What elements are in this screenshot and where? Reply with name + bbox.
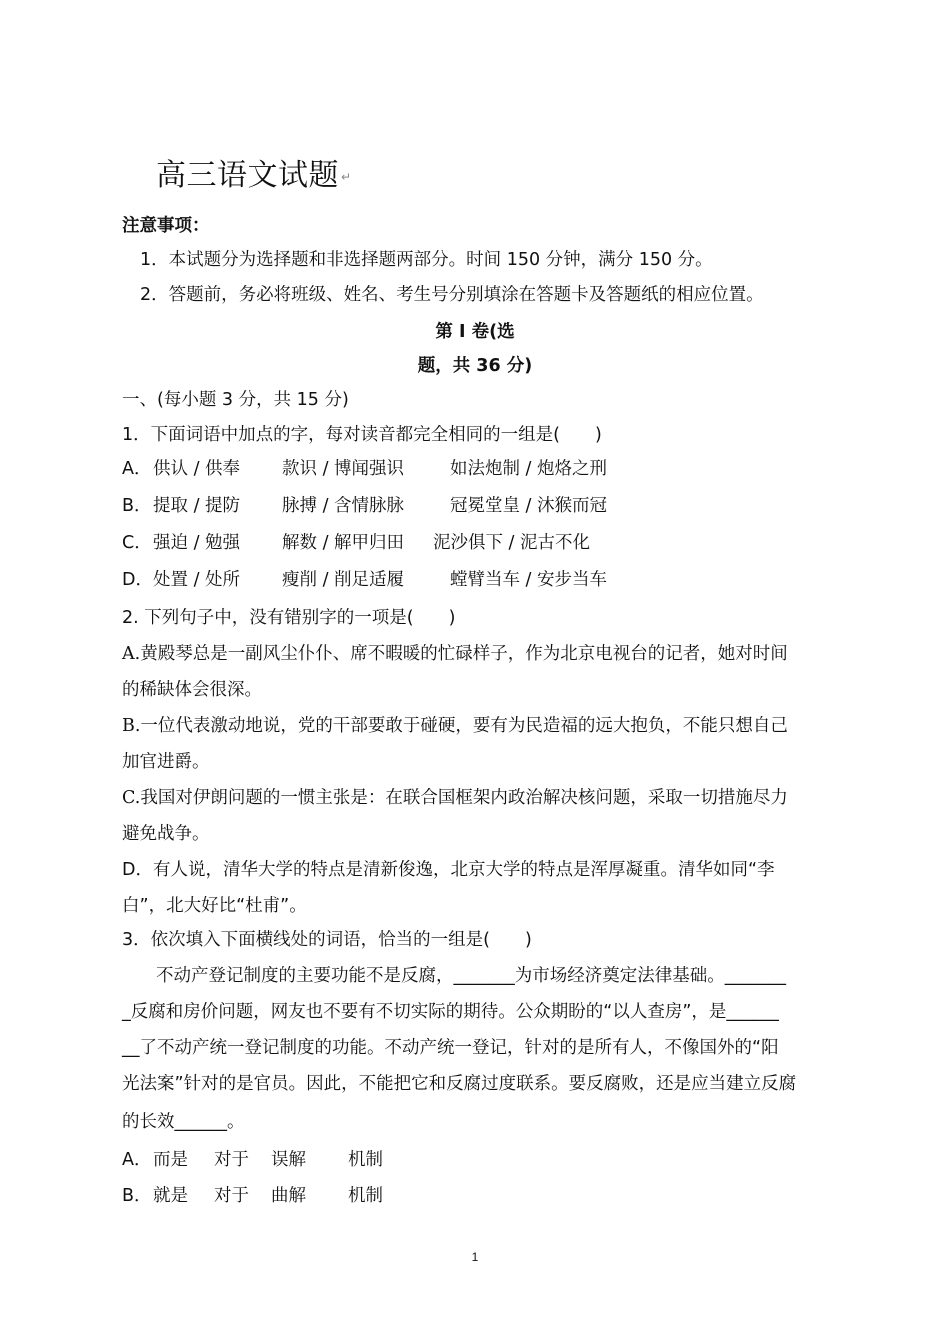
q1-option-col: 强迫 / 勉强: [153, 533, 241, 553]
notice-item-2: 2．答题前，务必将班级、姓名、考生号分别填涂在答题卡及答题纸的相应位置。: [140, 285, 764, 305]
q1-option-label: C．: [122, 533, 152, 553]
q1-option-col: 螳臂当车 / 安步当车: [450, 570, 608, 590]
q2-line: 的稀缺体会很深。: [122, 680, 262, 700]
q3-option-word: 而是: [153, 1150, 188, 1170]
page-number: 1: [471, 1250, 479, 1264]
q2-stem: 2. 下列句子中，没有错别字的一项是( ): [122, 608, 456, 628]
q3-passage-line: 光法案”针对的是官员。因此，不能把它和反腐过度联系。要反腐败，还是应当建立反腐: [122, 1074, 797, 1094]
q1-option-label: A．: [122, 459, 152, 479]
document-title-text: 高三语文试题: [156, 158, 339, 193]
q2-line: A.黄殿琴总是一副风尘仆仆、席不暇暖的忙碌样子，作为北京电视台的记者，她对时间: [122, 644, 788, 664]
part-one-heading: 一、(每小题 3 分，共 15 分): [122, 390, 349, 410]
q3-option-word: 就是: [153, 1186, 188, 1206]
q1-option-col: 提取 / 提防: [153, 496, 241, 516]
q1-option-col: 如法炮制 / 炮烙之刑: [450, 459, 608, 479]
q2-line: D．有人说，清华大学的特点是清新俊逸，北京大学的特点是浑厚凝重。清华如同“李: [122, 860, 775, 880]
section-title-line2: 题，共 36 分): [417, 356, 533, 376]
q3-option-word: 曲解: [271, 1186, 306, 1206]
q2-line: 避免战争。: [122, 824, 210, 844]
q3-option-word: 机制: [348, 1186, 383, 1206]
q3-passage-line: 的长效______。: [122, 1112, 245, 1132]
q1-option-col: 解数 / 解甲归田: [282, 533, 405, 553]
q3-option-label: A．: [122, 1150, 152, 1170]
q1-stem: 1．下面词语中加点的字，每对读音都完全相同的一组是( ): [122, 425, 602, 445]
document-title: [156, 150, 352, 194]
q3-passage-line: 不动产登记制度的主要功能不是反腐，_______为市场经济奠定法律基础。_______: [156, 966, 786, 986]
q2-line: 白”，北大好比“杜甫”。: [122, 896, 307, 916]
q1-option-col: 冠冕堂皇 / 沐猴而冠: [450, 496, 608, 516]
q3-option-word: 误解: [271, 1150, 306, 1170]
q1-option-label: D．: [122, 570, 153, 590]
notice-item-1: 1．本试题分为选择题和非选择题两部分。时间 150 分钟，满分 150 分。: [140, 250, 713, 270]
q3-passage-line: __了不动产统一登记制度的功能。不动产统一登记，针对的是所有人，不像国外的“阳: [122, 1038, 779, 1058]
q3-option-word: 机制: [348, 1150, 383, 1170]
q2-line: B.一位代表激动地说，党的干部要敢于碰硬，要有为民造福的远大抱负，不能只想自己: [122, 716, 788, 736]
q3-option-word: 对于: [214, 1186, 249, 1206]
q3-passage-line: _反腐和房价问题，网友也不要有不切实际的期待。公众期盼的“以人查房”，是______: [122, 1002, 779, 1022]
q1-option-col: 款识 / 博闻强识: [282, 459, 405, 479]
q1-option-col: 瘦削 / 削足适履: [282, 570, 405, 590]
q3-option-word: 对于: [214, 1150, 249, 1170]
q2-line: 加官进爵。: [122, 752, 210, 772]
q1-option-label: B．: [122, 496, 152, 516]
q3-stem: 3．依次填入下面横线处的词语，恰当的一组是( ): [122, 930, 532, 950]
section-title-line1: 第 I 卷(选: [435, 322, 515, 342]
q1-option-col: 脉搏 / 含情脉脉: [282, 496, 405, 516]
q1-option-col: 供认 / 供奉: [153, 459, 241, 479]
notice-heading: 注意事项：: [122, 216, 210, 236]
q2-line: C.我国对伊朗问题的一惯主张是：在联合国框架内政治解决核问题，采取一切措施尽力: [122, 788, 788, 808]
paragraph-mark-icon: ↵: [341, 169, 352, 184]
q1-option-col: 泥沙俱下 / 泥古不化: [433, 533, 591, 553]
q3-option-label: B．: [122, 1186, 152, 1206]
q1-option-col: 处置 / 处所: [153, 570, 241, 590]
